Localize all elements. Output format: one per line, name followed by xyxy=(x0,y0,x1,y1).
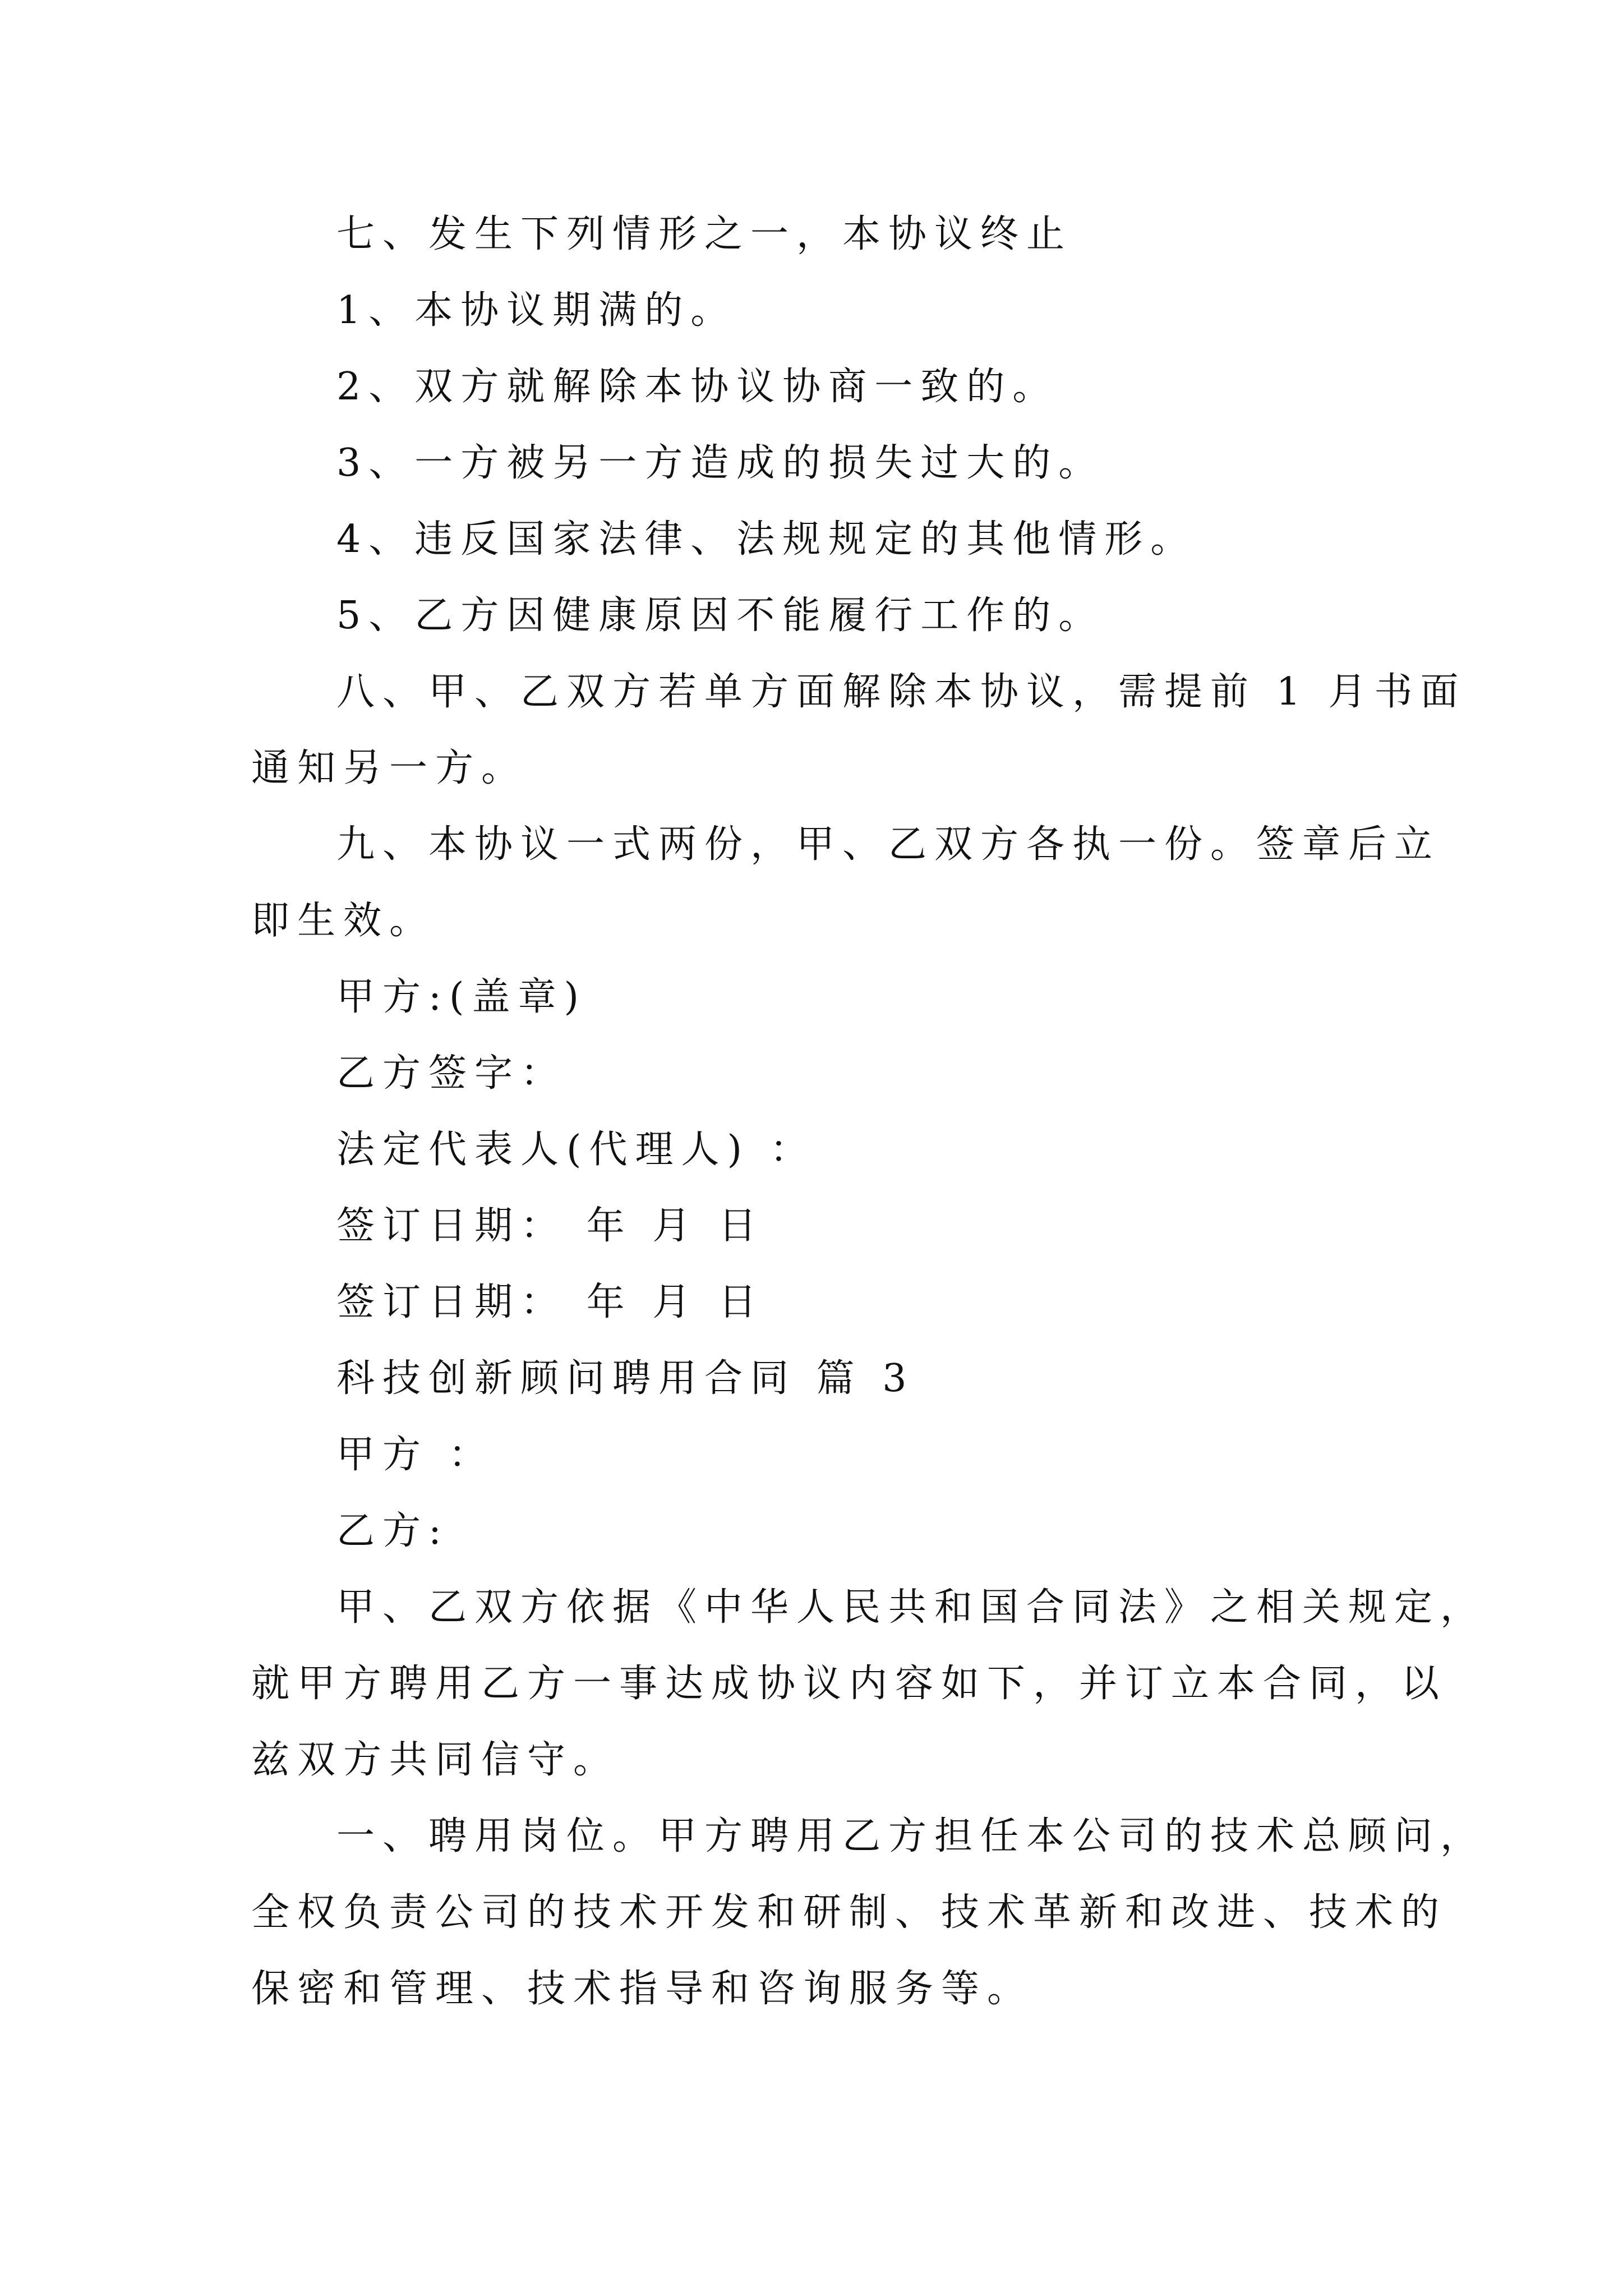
document-line: 甲方 ： xyxy=(336,1433,495,1477)
document-line: 乙方签字： xyxy=(336,1051,567,1096)
document-line: 兹双方共同信守。 xyxy=(251,1738,620,1782)
document-line: 就甲方聘用乙方一事达成协议内容如下，并订立本合同，以 xyxy=(251,1662,1447,1706)
document-line: 科技创新顾问聘用合同 篇 3 xyxy=(336,1356,915,1401)
document-line: 通知另一方。 xyxy=(251,746,528,790)
document-body xyxy=(251,196,1487,2027)
document-line: 一、聘用岗位。甲方聘用乙方担任本公司的技术总顾问， xyxy=(336,1814,1487,1858)
document-line: 签订日期： 年 月 日 xyxy=(336,1280,764,1324)
document-line: 保密和管理、技术指导和咨询服务等。 xyxy=(251,1967,1034,2011)
document-line: 甲、乙双方依据《中华人民共和国合同法》之相关规定， xyxy=(336,1585,1487,1630)
document-line: 七、发生下列情形之一，本协议终止 xyxy=(336,212,1073,256)
document-line: 八、甲、乙双方若单方面解除本协议，需提前 1 月书面 xyxy=(336,670,1467,714)
document-line: 2、双方就解除本协议协商一致的。 xyxy=(336,365,1059,409)
document-line: 1、本协议期满的。 xyxy=(336,288,737,333)
document-line: 3、一方被另一方造成的损失过大的。 xyxy=(336,441,1105,485)
document-line: 法定代表人(代理人) ： xyxy=(336,1128,816,1172)
document-line: 即生效。 xyxy=(251,899,436,943)
document-line: 4、违反国家法律、法规规定的其他情形。 xyxy=(336,517,1197,562)
document-line: 签订日期： 年 月 日 xyxy=(336,1204,764,1248)
document-line: 全权负责公司的技术开发和研制、技术革新和改进、技术的 xyxy=(251,1890,1447,1935)
document-line: 九、本协议一式两份，甲、乙双方各执一份。签章后立 xyxy=(336,822,1441,867)
document-line: 乙方: xyxy=(336,1509,449,1553)
document-line: 甲方:(盖章) xyxy=(336,975,587,1019)
document-line: 5、乙方因健康原因不能履行工作的。 xyxy=(336,593,1105,638)
